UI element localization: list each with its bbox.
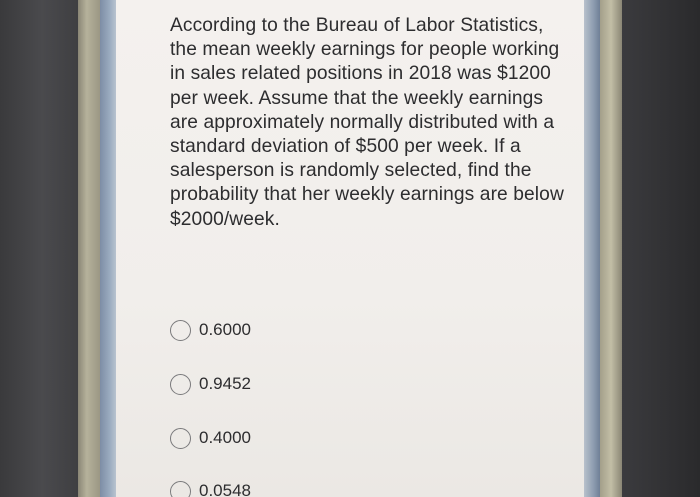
answer-option-label: 0.9452 bbox=[199, 374, 251, 393]
device-bezel-right bbox=[584, 0, 600, 497]
answer-option-1[interactable] bbox=[170, 317, 251, 343]
radio-button-icon[interactable] bbox=[170, 481, 191, 497]
radio-button-icon[interactable] bbox=[170, 428, 191, 449]
answer-option-label: 0.0548 bbox=[199, 481, 251, 497]
device-frame-left bbox=[78, 0, 100, 497]
quiz-screen bbox=[116, 0, 584, 497]
answer-option-4[interactable] bbox=[170, 478, 251, 497]
answer-option-2[interactable] bbox=[170, 371, 251, 397]
radio-button-icon[interactable] bbox=[170, 320, 191, 341]
answer-option-3[interactable] bbox=[170, 425, 251, 451]
background-right bbox=[622, 0, 700, 497]
question-text: According to the Bureau of Labor Statistics, the mean weekly earnings for people working in sales related positions in 2018 was $1200 per week. Assume that the weekly earnings are approximately normally distributed with a standard deviation of $500 per week. If a salesperson is randomly selected, find the probability that her weekly earnings are below $2000/week. bbox=[170, 15, 564, 230]
answer-option-label: 0.6000 bbox=[199, 320, 251, 339]
answer-option-label: 0.4000 bbox=[199, 428, 251, 447]
device-bezel-left bbox=[100, 0, 116, 497]
radio-button-icon[interactable] bbox=[170, 374, 191, 395]
device-frame-right bbox=[600, 0, 622, 497]
